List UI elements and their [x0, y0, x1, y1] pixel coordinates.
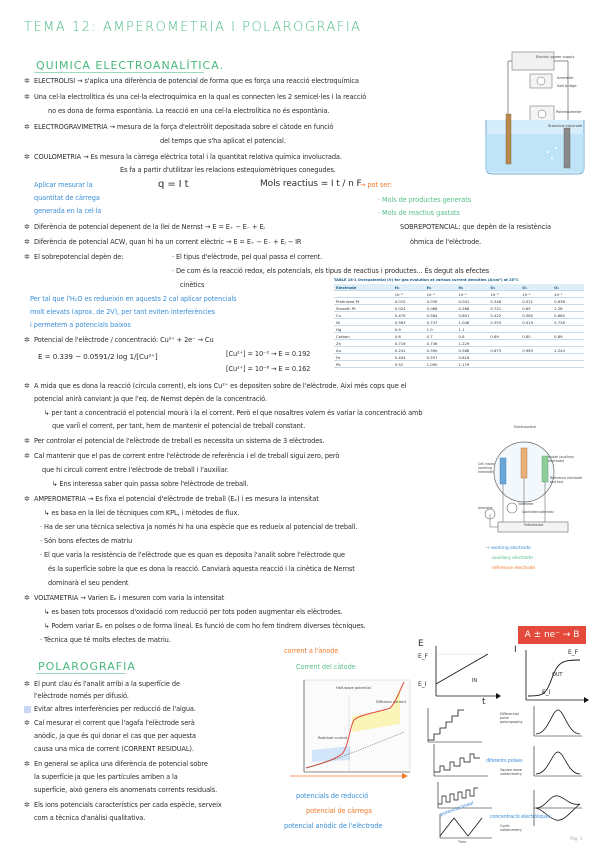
annotation-anode-current: corrent a l'ànode [284, 647, 339, 655]
label-cyclic-voltammetry: Cyclic voltammetry [500, 824, 522, 832]
text-line: potencial anirà canviant ja que l'eq. de Nernst depèn de la concentració. [34, 395, 267, 403]
annotation-linear-potential: potencial lineal [439, 801, 475, 818]
page-number: Pàg. 1 [570, 836, 583, 841]
text-line: la superfície ja que les partícules arriben a la [34, 773, 178, 781]
table-body [334, 284, 584, 368]
text-line: ELECTROGRAVIMETRIA → mesura de la força d'electròlit depositada sobre el càtode en funció [34, 123, 334, 131]
table-subheader-row: 10⁻³ 10⁻² 10⁻¹ 10⁻³ 10⁻² 10⁻¹ [334, 291, 584, 298]
text-line: Diferència de potencial depenent de la llei de Nernst → E = E₊ − E₋ + Eⱼ [34, 223, 265, 231]
legend-reference-electrode: reference electrode [492, 566, 536, 571]
text-line: l'elèctrode només per difusió. [34, 692, 129, 700]
annotation-different-pulses: diferents polses [486, 759, 523, 764]
text-line: ELECTROLISI → s'aplica una diferència de potencial de forma que es força una reacció electroquímica [34, 77, 359, 85]
bullet-star: ✲ [24, 594, 30, 602]
axis-label-ef: E_F [418, 653, 428, 660]
text-line: ↳ per tant a concentració el potencial mourà i la el corrent. Però el que nosaltres volem és variar la concentració amb [44, 409, 423, 417]
text-line: · Tècnica que té molts efectes de matriu. [40, 636, 171, 644]
text-line: Una cel·la electrolítica és una cel·la electroquímica en la qual es connecten les 2 semicel·les i la reacció [34, 93, 367, 101]
label-potentiostat: Potentiostat [524, 523, 544, 527]
bullet-star: ✲ [24, 680, 30, 688]
nernst-case-1: [Cu²⁺] = 10⁻² → E = 0.192 [226, 350, 311, 358]
label-standard-electrode: Standard electrode [548, 124, 583, 128]
bullet-star: ✲ [24, 801, 30, 809]
text-line: és la superfície sobre la que es dona la reacció. Canviarà aquesta reacció i la cinètica de Nernst [48, 565, 355, 573]
differential-pulse-waveform [430, 742, 490, 780]
electrode-right [564, 128, 570, 168]
bullet-star: ✲ [24, 452, 30, 460]
label-half-wave: Half-wave potential [336, 686, 371, 690]
axis-label-e: E [418, 639, 424, 649]
annotation-anodic-potential: potencial anòdic de l'elèctrode [284, 822, 383, 830]
text-line: no es dona de forma espontània. La reacció en una cel·la electrolítica no és espontània. [48, 107, 330, 115]
label-diffusion-current: Diffusion current [376, 700, 406, 704]
axis-label-i: I [514, 645, 517, 655]
heading-underline [34, 72, 204, 73]
table-row: Ni 0.563 0.747 1.048 0.353 0.519 0.726 [334, 319, 584, 326]
text-line: que variï el corrent, per tant, hem de mantenir el potencial de treball constant. [52, 422, 306, 430]
annotation-charge-potential: potencial de càrrega [306, 807, 372, 815]
text-line: En general se aplica una diferència de potencial sobre [34, 760, 208, 768]
text-line: del temps que s'ha aplicat el potencial. [160, 137, 286, 145]
note-pot-ser: → pot ser: [360, 181, 392, 189]
note-blue-block: molt elevats (aprox. de 2V), per tant eviten interferències [30, 308, 215, 316]
table-row: Platinized Pt 0.015 0.030 0.041 0.348 0.521 0.638 [334, 298, 584, 305]
text-line: Cal mantenir que el pas de corrent entre l'elèctrode de referència i el de treball sigui zero, però [34, 452, 340, 460]
label-out: OUT [552, 672, 563, 678]
table-title: TABLE 18-1 Overpotential (V) for gas evolution at various current densities (A/cm²) at 25°C [334, 278, 519, 282]
bullet-star: ✲ [24, 123, 30, 131]
table-header-row: Electrode H₂ H₂ H₂ O₂ O₂ O₂ [334, 284, 584, 291]
nernst-equation: E = 0.339 − 0.0591/2 log 1/[Cu²⁺] [38, 352, 158, 361]
label-ammeter: Ammeter [478, 506, 493, 510]
ohmica-note: òhmica de l'elèctrode. [410, 238, 482, 246]
differential-pulse-response [530, 704, 584, 740]
bullet-star: ✲ [24, 253, 30, 261]
legend-working-electrode: → working electrode [486, 546, 531, 551]
table-row: Smooth Pt 0.024 0.068 0.288 0.721 0.85 1.28 [334, 305, 584, 312]
text-line: VOLTAMETRIA → Varien Eₑ i mesuren com varia la intensitat [34, 594, 225, 602]
note-blue-line: quantitat de càrrega [34, 194, 100, 202]
text-line: Evitar altres interferències per reducció de l'aigua. [34, 705, 196, 713]
text-line: ↳ Ens interessa saber quin passa sobre l'elèctrode de treball. [52, 480, 249, 488]
label-controlled-potential: Controlled potential [522, 510, 554, 514]
label-anode: Anode (auxiliary electrode) [548, 455, 575, 463]
note-blue-block: Per tal que l'H₂O es redueixin en aquests 2 cal aplicar potencials [30, 295, 237, 303]
text-line: ↳ es basa en la llei de tècniques com KPL, i mètodes de flux. [44, 509, 240, 517]
label-voltmeter: Voltmeter [518, 502, 534, 506]
label-electroactive: Electroactive [514, 425, 537, 429]
text-line: causa una mica de corrent (CORRENT RESIDUAL). [34, 745, 194, 753]
formula-mols: Mols reactius = I t / n F [260, 179, 362, 189]
text-line: ↳ es basen tots processos d'oxidació com reducció per tots poden augmentar els elèctrodes. [44, 608, 343, 616]
text-line: Diferència de potencial ACW, quan hi ha un corrent elèctric → E = E₊ − E₋ + Eⱼ − IR [34, 238, 302, 246]
text-line: anòdic, ja que és qui donar el cas que per aquesta [34, 732, 196, 740]
table-row: Cu 0.479 0.584 0.801 0.422 0.580 0.660 [334, 312, 584, 319]
table-row: Hg 0.9 1.0 1.1 [334, 326, 584, 333]
text-line: · Són bons efectes de matriu [40, 537, 133, 545]
text-line: cinètics [180, 281, 205, 289]
table-row: Fe 0.404 0.557 0.818 [334, 354, 584, 361]
staircase-waveform [424, 706, 484, 746]
annotation-electrolytic-concentration: concentració electròliques [490, 815, 551, 820]
bullet-star: ✲ [24, 719, 30, 727]
text-line: COULOMETRIA → Es mesura la càrrega elèctrica total i la quantitat relativa química involucrada. [34, 153, 342, 161]
formula-q: q = I t [158, 179, 189, 190]
note-green-line: · Mols de productes generats [378, 196, 472, 204]
text-line: El sobrepotencial depèn de: [34, 253, 124, 261]
label-differential-pulse: Differential pulse polarography [500, 712, 523, 724]
text-line: El punt clau és l'analit arribi a la superfície de [34, 680, 180, 688]
section-heading-polarografia: POLAROGRAFIA [38, 660, 136, 673]
annotation-cathode-current: Corrent del càtode [296, 663, 356, 671]
text-line: que hi circuli corrent entre l'elèctrode de treball i l'auxiliar. [42, 466, 229, 474]
sobrepotencial-note: SOBREPOTENCIAL: que depèn de la resistència [400, 223, 551, 231]
note-blue-line: Aplicar mesurar la [34, 181, 93, 189]
axis-label-ei-out: E_I [542, 689, 551, 696]
text-line: ↳ Podem variar Eₑ en polses o de forma lineal. Es funció de com ho fem tindrem diverses tècniques. [44, 622, 366, 630]
note-green-line: · Mols de reactius gastats [378, 209, 460, 217]
table-row: Zn 0.716 0.746 1.229 [334, 340, 584, 347]
text-line: Potencial de l'elèctrode / concentració: Cu²⁺ + 2e⁻ → Cu [34, 336, 214, 344]
voltmeter-circle [507, 503, 517, 513]
label-in: IN [472, 678, 478, 684]
annotation-reduction-potentials: potencials de reducció [296, 792, 369, 800]
nernst-case-2: [Cu²⁺] = 10⁻⁶ → E = 0.162 [226, 365, 311, 373]
bullet-star: ✲ [24, 437, 30, 445]
bullet-star: ✲ [24, 77, 30, 85]
text-line: Els ions potencials característics per cada espècie, serveix [34, 801, 222, 809]
bullet-square [24, 706, 31, 713]
bullet-star: ✲ [24, 223, 30, 231]
label-reference-electrode: Reference electrode and test [550, 476, 583, 484]
axis-label-ef-out: E_F [568, 649, 578, 656]
note-blue-line: generada en la cel·la [34, 207, 102, 215]
label-cell-inside: Cell inside (working electrode) [478, 462, 495, 474]
note-blue-block: i permetem a potencials baixos [30, 321, 131, 329]
text-line: Per controlar el potencial de l'elèctrode de treball es necessita un sistema de 3 elèctrodes. [34, 437, 325, 445]
text-line: AMPEROMETRIA → Es fixa el potencial d'elèctrode de treball (Eₑ) i es mesura la intensitat [34, 495, 319, 503]
text-line: · De com és la reacció redox, els potencials, els tipus de reactius i productes... És degut als efectes [172, 267, 490, 275]
polarogram-chart [290, 676, 418, 788]
reference-electrode [521, 448, 527, 478]
label-residual-current: Residual current [318, 736, 348, 740]
table-row: Au 0.241 0.390 0.588 0.673 0.963 1.244 [334, 347, 584, 354]
bullet-star: ✲ [24, 495, 30, 503]
text-line: dominarà el seu pendent [48, 579, 129, 587]
page-title: TEMA 12: AMPEROMETRIA I POLAROGRAFIA [24, 20, 362, 35]
axis-label-t: t [482, 697, 486, 707]
text-line: A mida que es dona la reacció (circula corrent), els ions Cu²⁺ es depositen sobre de l'elèctrode. Així més cops que el [34, 382, 407, 390]
label-power-supply: Electric power supply [536, 55, 575, 59]
text-line: com a tècnica d'anàlisi qualitativa. [34, 814, 146, 822]
label-salt-bridge: Salt bridge [557, 84, 577, 88]
heading-underline [36, 673, 126, 674]
bullet-star: ✲ [24, 238, 30, 246]
section-heading-quimica: QUIMICA ELECTROANALÍTICA. [36, 59, 225, 72]
electrode-left [506, 114, 511, 164]
label-ammeter: Ammeter [557, 76, 574, 80]
square-wave-response [530, 744, 584, 780]
table-row: Pb 0.52 1.090 1.179 [334, 361, 584, 368]
overpotential-table [334, 278, 584, 372]
text-line: · Ha de ser una tècnica selectiva ja només hi ha una espècie que es redueix al potencial de treball. [40, 523, 358, 531]
text-line: Cal mesurar el corrent que l'agafa l'elèctrode serà [34, 719, 195, 727]
label-square-wave: Square wave voltammetry [500, 768, 522, 776]
cyclic-voltammogram [530, 788, 584, 830]
legend-auxiliary-electrode: auxiliary electrode [492, 556, 533, 561]
bullet-star: ✲ [24, 760, 30, 768]
label-time: Time [458, 840, 467, 844]
bullet-star: ✲ [24, 93, 30, 101]
text-line: superfície, això genera els anomenats corrents residuals. [34, 786, 218, 794]
table-row: Carbon 0.6 0.7 0.8 0.69 0.80 0.89 [334, 333, 584, 340]
bullet-star: ✲ [24, 153, 30, 161]
text-line: Es fa a partir d'utilitzar les relacions estequiomètriques conegudes. [120, 166, 336, 174]
reaction-box: A ± ne⁻ → B [518, 626, 586, 644]
input-potential-graph [426, 640, 502, 706]
bullet-star: ✲ [24, 336, 30, 344]
axis-label-ei: E_I [418, 681, 427, 688]
label-potentiometer: Potentiometer [556, 110, 582, 114]
bullet-star: ✲ [24, 382, 30, 390]
text-line: · El que varia la resistència de l'elèctrode que es quan es deposita l'analit sobre l'elèctrode que [40, 551, 345, 559]
text-line: · El tipus d'elèctrode, pel qual passa el corrent. [172, 253, 323, 261]
